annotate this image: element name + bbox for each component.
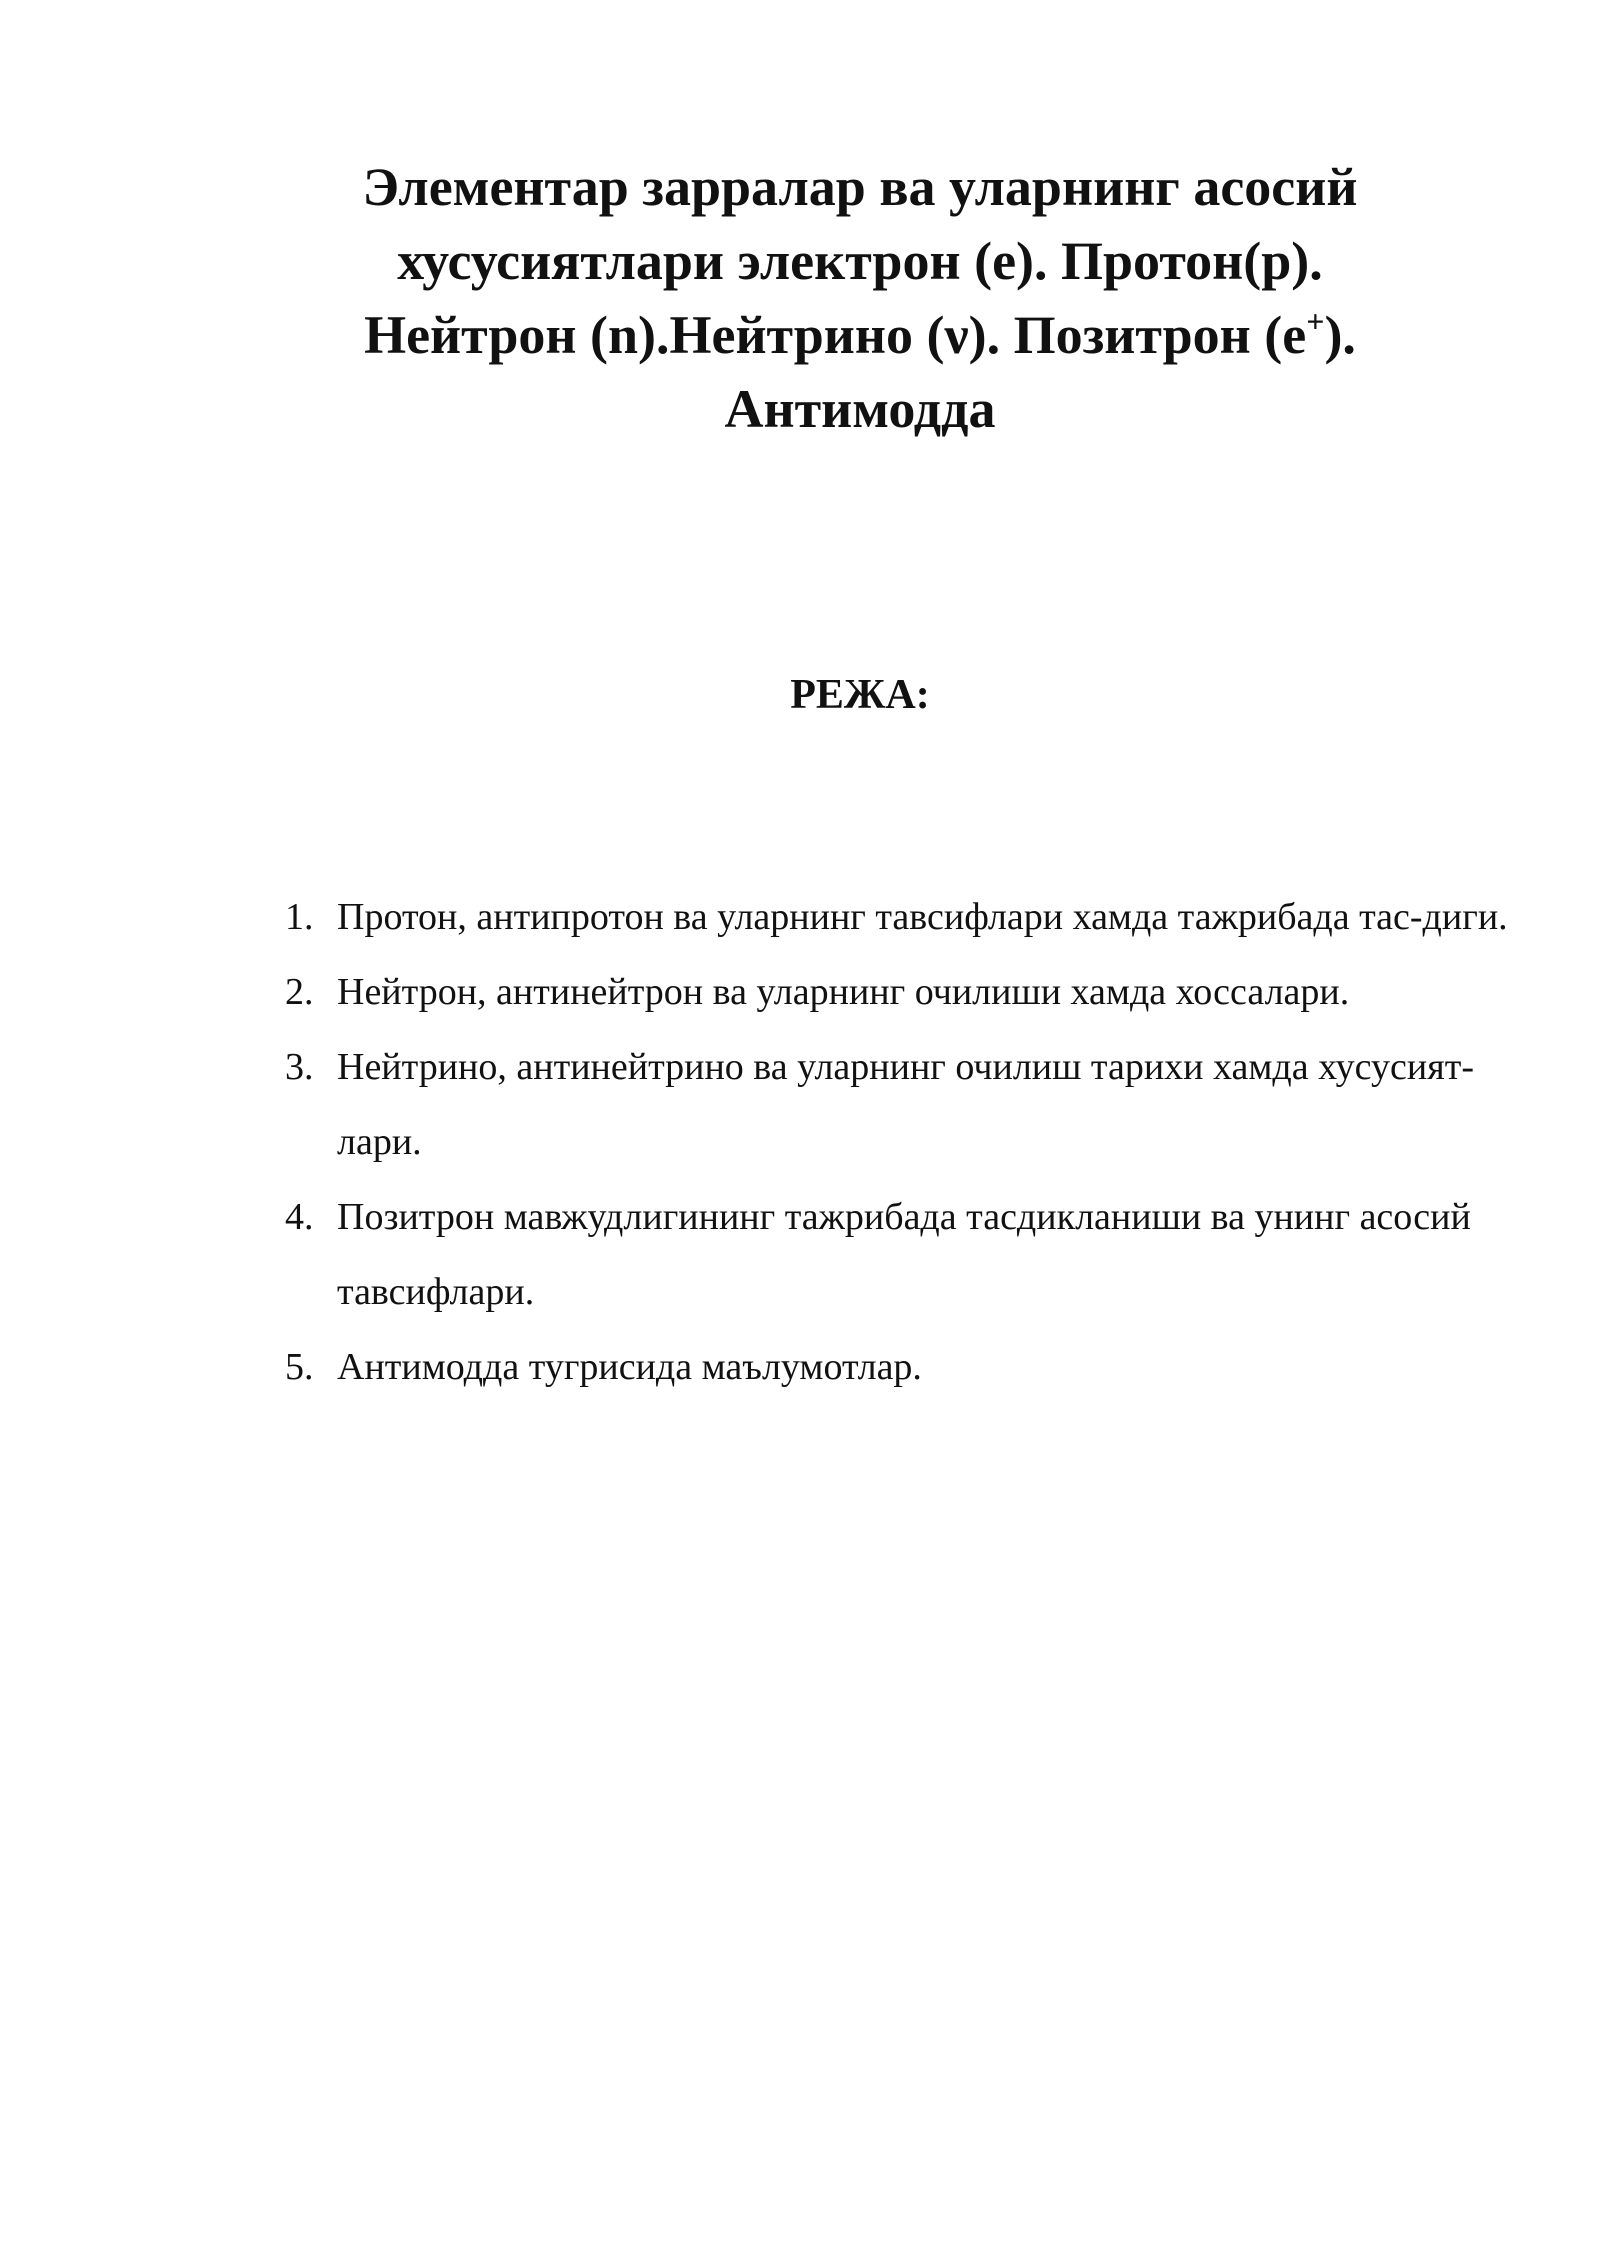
plan-item-number: 3. bbox=[285, 1046, 314, 1088]
plan-item-5 bbox=[285, 1330, 1515, 1405]
plan-item-text: Нейтрон, антинейтрон ва уларнинг очилиши хамда хоссалари. bbox=[337, 971, 1350, 1013]
title-line-3-end: ). bbox=[1324, 305, 1356, 365]
plan-item-text: Протон, антипротон ва уларнинг тавсифлари хамда тажрибада тас-диги. bbox=[337, 896, 1508, 938]
plan-list bbox=[285, 880, 1515, 1405]
plan-item-number: 4. bbox=[285, 1196, 314, 1238]
plan-item-number: 2. bbox=[285, 971, 314, 1013]
plan-item-text: Позитрон мавжудлигининг тажрибада тасдикланиши ва унинг асосий тавсифлари. bbox=[337, 1196, 1471, 1313]
plan-item-text: Антимодда тугрисида маълумотлар. bbox=[337, 1346, 922, 1388]
plan-item-2 bbox=[285, 955, 1515, 1030]
title-line-2: хусусиятлари электрон (e). Протон(p). bbox=[397, 231, 1323, 291]
title-line-3-main: Нейтрон (n).Нейтрино (ν). Позитрон (e bbox=[364, 305, 1307, 365]
plan-item-4 bbox=[285, 1180, 1515, 1330]
plan-item-text: Нейтрино, антинейтрино ва уларнинг очилиш тарихи хамда хусусият-лари. bbox=[337, 1046, 1474, 1163]
document-title bbox=[270, 150, 1450, 446]
positron-charge-superscript: + bbox=[1306, 303, 1325, 339]
plan-item-number: 1. bbox=[285, 896, 314, 938]
title-line-1: Элементар зарралар ва уларнинг асосий bbox=[362, 157, 1358, 217]
title-line-4: Антимодда bbox=[724, 379, 996, 439]
title-line-3 bbox=[270, 298, 1450, 372]
plan-item-1 bbox=[285, 880, 1515, 955]
plan-item-number: 5. bbox=[285, 1346, 314, 1388]
plan-heading: РЕЖА: bbox=[790, 672, 930, 718]
plan-item-3 bbox=[285, 1030, 1515, 1180]
